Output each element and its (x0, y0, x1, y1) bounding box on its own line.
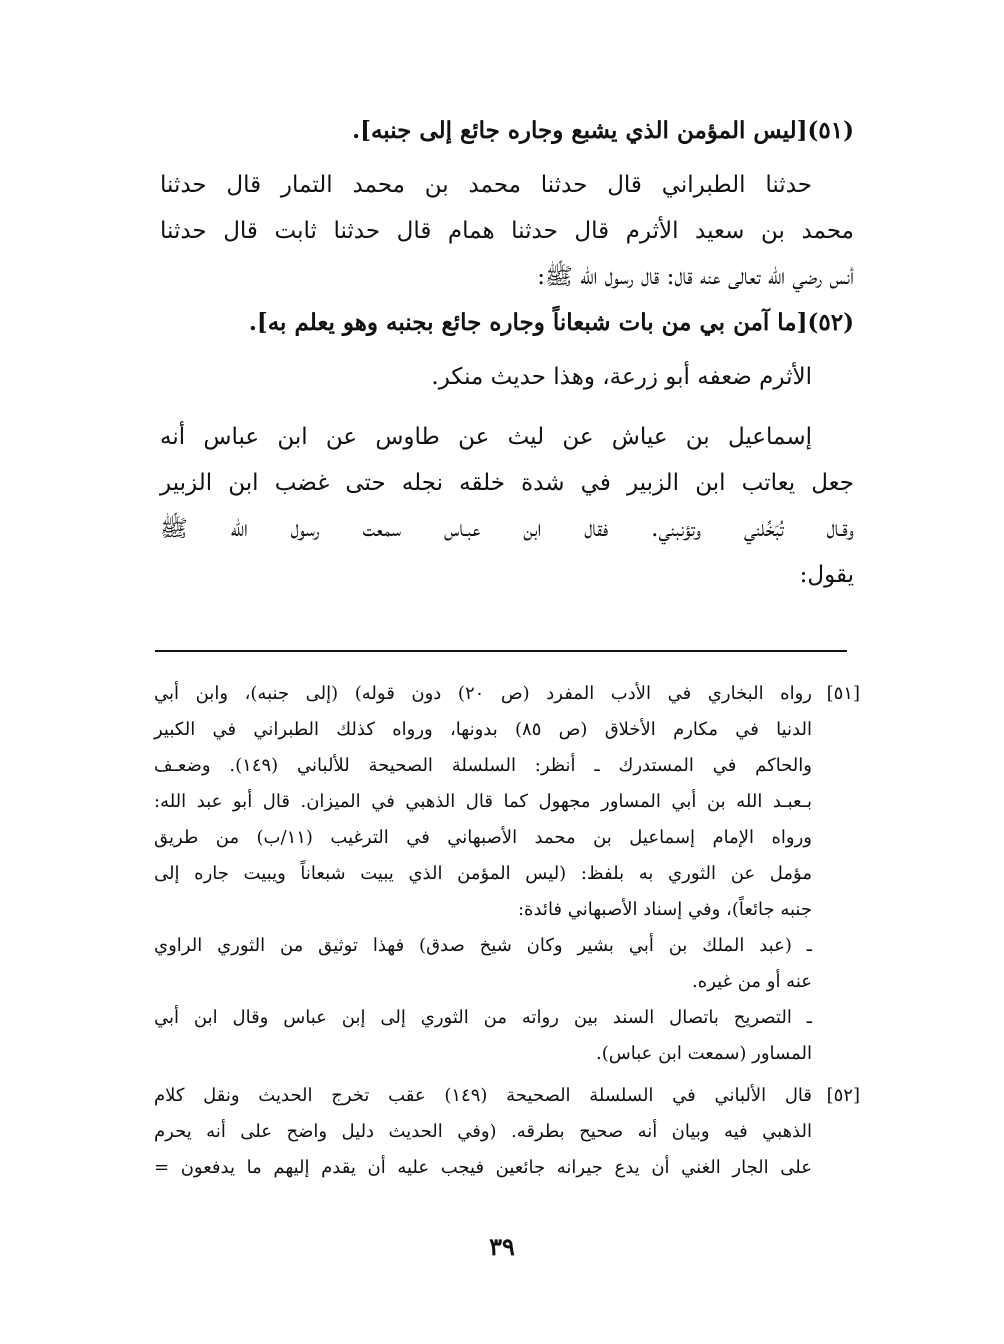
footnote-bullet-line: عنه أو من غيره. (692, 971, 812, 992)
footnote-line: على الجار الغني أن يدع جيرانه جائعين فيجب عليه أن يقدم إليهم ما يدفعون = (154, 1157, 812, 1178)
isnad-1-line: حدثنا الطبراني قال حدثنا محمد بن محمد التمار قال حدثنا (160, 172, 812, 198)
hadith-52: (٥٢)[ما آمن بي من بات شبعاناً وجاره جائع بجنبه وهو يعلم به]. (248, 309, 854, 336)
footnote-line: ورواه الإمام إسماعيل بن محمد الأصبهاني في الترغيب (١١/ب) من طريق (154, 827, 812, 848)
footnote-line: الذهبي فيه وبيان أنه صحيح بطرقه. (وفي الحديث دليل واضح على أنه يحرم (154, 1121, 812, 1142)
isnad-1-line: محمد بن سعيد الأثرم قال حدثنا همام قال حدثنا ثابت قال حدثنا (160, 218, 854, 244)
footnote-line: الدنيا في مكارم الأخلاق (ص ٨٥) بدونها، ورواه كذلك الطبراني في الكبير (154, 719, 812, 740)
isnad-paragraph-2 (160, 414, 854, 598)
footnote-52 (154, 1078, 860, 1186)
isnad-2-line: وقـال تُبَخِّلني وتؤنبني. فقال ابن عبـاس سمعت رسول الله ﷺ (160, 516, 854, 542)
hadith-51: (٥١)[ليس المؤمن الذي يشبع وجاره جائع إلى جنبه]. (352, 117, 854, 144)
footnote-separator (155, 650, 847, 652)
footnote-line: والحاكم في المستدرك ـ أنظر: السلسلة الصحيحة للألباني (١٤٩). وضعـف (154, 755, 812, 776)
footnote-number: [٥١] (826, 683, 860, 704)
comment-text: الأثرم ضعفه أبو زرعة، وهذا حديث منكر. (431, 364, 812, 390)
footnotes (154, 676, 860, 1186)
footnote-bullet-line: ـ التصريح باتصال السند بين رواته من الثوري إلى إبن عباس وقال ابن أبي (154, 1007, 812, 1028)
footnote-number: [٥٢] (826, 1085, 860, 1106)
footnote-line: بـعبـد الله بن أبي المساور مجهول كما قال الذهبي في الميزان. قال أبو عبد الله: (154, 791, 812, 812)
main-text (160, 108, 854, 598)
page-number: ٣٩ (489, 1232, 515, 1261)
isnad-2-line: يقول: (799, 562, 854, 588)
isnad-2-line: جعل يعاتب ابن الزبير في شدة خلقه نجله حتى غضب ابن الزبير (160, 470, 854, 496)
footnote-line: جنبه جائعاً)، وفي إسناد الأصبهاني فائدة: (517, 899, 812, 920)
isnad-2-line: إسماعيل بن عياش عن ليث عن طاوس عن ابن عباس أنه (160, 424, 812, 450)
isnad-1-line: أنس رضي الله تعالى عنه قال: قال رسول الله ﷺ: (537, 264, 854, 290)
footnote-bullet-line: ـ (عبد الملك بن أبي بشير وكان شيخ صدق) فهذا توثيق من الثوري الراوي (154, 935, 812, 956)
footnote-line: قال الألباني في السلسلة الصحيحة (١٤٩) عقب تخرج الحديث ونقل كلام (154, 1085, 812, 1106)
isnad-paragraph-1 (160, 162, 854, 300)
footnote-51 (154, 676, 860, 1072)
footnote-bullet-line: المساور (سمعت ابن عباس). (596, 1043, 812, 1064)
footnote-line: رواه البخاري في الأدب المفرد (ص ٢٠) دون قوله) (إلى جنبه)، وابن أبي (154, 683, 813, 704)
footnote-line: مؤمل عن الثوري به بلفظ: (ليس المؤمن الذي يبيت شبعاناً ويبيت جاره إلى (154, 863, 812, 884)
